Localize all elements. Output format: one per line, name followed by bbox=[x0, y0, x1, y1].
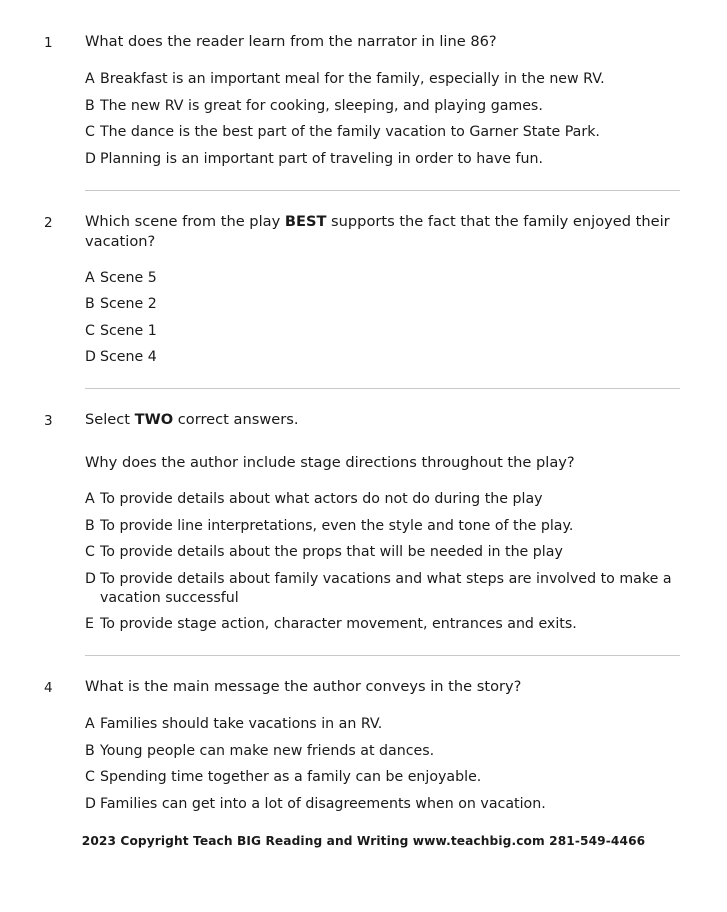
question-prompt-suffix: correct answers. bbox=[173, 411, 299, 428]
choice-letter: D bbox=[85, 570, 96, 587]
answer-choice[interactable] bbox=[85, 123, 683, 142]
choice-letter: A bbox=[85, 716, 95, 732]
question-prompt bbox=[85, 212, 670, 252]
answer-choice[interactable] bbox=[85, 70, 683, 89]
choice-letter: A bbox=[85, 71, 95, 87]
choice-letter: A bbox=[85, 269, 95, 286]
choice-letter: D bbox=[85, 150, 96, 167]
question-prompt bbox=[85, 410, 670, 430]
answer-choices bbox=[85, 269, 683, 368]
copyright-footer: 2023 Copyright Teach BIG Reading and Writing www.teachbig.com 281-549-4466 bbox=[81, 833, 646, 848]
answer-choice[interactable] bbox=[85, 150, 683, 169]
choice-text: Breakfast is an important meal for the family, especially in the new RV. bbox=[100, 71, 605, 87]
question-number: 2 bbox=[44, 214, 53, 231]
question-prompt bbox=[85, 677, 670, 697]
question-prompt-prefix: What is the main message the author conveys in the story? bbox=[85, 678, 522, 695]
choice-text: To provide details about family vacations and what steps are involved to make a vacation successful bbox=[100, 570, 672, 606]
question-block-1 bbox=[44, 32, 683, 169]
choice-text: The dance is the best part of the family vacation to Garner State Park. bbox=[100, 124, 600, 140]
answer-choice[interactable] bbox=[85, 517, 683, 536]
answer-choice[interactable] bbox=[85, 768, 683, 787]
answer-choices bbox=[85, 490, 683, 634]
answer-choice[interactable] bbox=[85, 543, 683, 562]
question-prompt-prefix: Which scene from the play bbox=[85, 212, 285, 230]
question-block-4 bbox=[44, 677, 683, 814]
question-row bbox=[44, 677, 683, 698]
answer-choice[interactable] bbox=[85, 615, 683, 634]
choice-letter: C bbox=[85, 769, 95, 785]
choice-letter: B bbox=[85, 296, 95, 312]
answer-choices bbox=[85, 715, 683, 814]
answer-choice[interactable] bbox=[85, 348, 683, 367]
answer-choice[interactable] bbox=[85, 322, 683, 341]
choice-letter: B bbox=[85, 517, 95, 534]
question-prompt bbox=[85, 32, 670, 52]
question-prompt-suffix: supports the fact that the family enjoyed their vacation? bbox=[85, 212, 670, 250]
choice-text: Families should take vacations in an RV. bbox=[100, 716, 383, 732]
question-block-3 bbox=[44, 410, 683, 634]
choice-letter: C bbox=[85, 544, 95, 560]
section-divider bbox=[85, 190, 680, 191]
choice-text: To provide line interpretations, even the style and tone of the play. bbox=[100, 517, 574, 534]
question-prompt-emphasis: BEST bbox=[284, 212, 327, 230]
choice-text: To provide details about what actors do not do during the play bbox=[100, 491, 543, 507]
choice-text: Spending time together as a family can be enjoyable. bbox=[100, 769, 482, 785]
choice-text: Scene 4 bbox=[100, 349, 157, 365]
choice-letter: A bbox=[85, 491, 95, 507]
answer-choices bbox=[85, 70, 683, 169]
question-sub-prompt: Why does the author include stage directions throughout the play? bbox=[85, 454, 575, 471]
answer-choice[interactable] bbox=[85, 795, 683, 814]
choice-letter: C bbox=[85, 322, 95, 339]
question-row bbox=[44, 410, 683, 431]
choice-text: Families can get into a lot of disagreements when on vacation. bbox=[100, 795, 546, 812]
answer-choice[interactable] bbox=[85, 715, 683, 734]
question-number: 3 bbox=[44, 413, 53, 429]
question-prompt-prefix: What does the reader learn from the narrator in line 86? bbox=[85, 33, 497, 50]
choice-text: To provide stage action, character movement, entrances and exits. bbox=[100, 616, 577, 632]
choice-text: Scene 2 bbox=[100, 296, 157, 312]
choice-letter: C bbox=[85, 124, 95, 140]
choice-letter: B bbox=[85, 742, 95, 759]
question-prompt-prefix: Select bbox=[85, 411, 135, 428]
choice-letter: D bbox=[85, 349, 96, 365]
choice-letter: E bbox=[85, 616, 94, 632]
answer-choice[interactable] bbox=[85, 490, 683, 509]
choice-letter: B bbox=[85, 97, 95, 114]
choice-text: The new RV is great for cooking, sleeping, and playing games. bbox=[100, 97, 543, 114]
answer-choice[interactable] bbox=[85, 570, 683, 608]
choice-text: Young people can make new friends at dances. bbox=[100, 742, 435, 759]
question-block-2 bbox=[44, 212, 683, 368]
answer-choice[interactable] bbox=[85, 742, 683, 761]
choice-text: To provide details about the props that will be needed in the play bbox=[100, 544, 563, 560]
section-divider bbox=[85, 655, 680, 656]
question-number: 1 bbox=[44, 35, 53, 51]
question-row bbox=[44, 32, 683, 53]
question-row bbox=[44, 212, 683, 252]
question-number: 4 bbox=[44, 680, 53, 696]
section-divider bbox=[85, 388, 680, 389]
choice-text: Planning is an important part of traveling in order to have fun. bbox=[100, 150, 544, 167]
answer-choice[interactable] bbox=[85, 269, 683, 288]
choice-text: Scene 5 bbox=[100, 269, 157, 286]
choice-letter: D bbox=[85, 795, 96, 812]
question-prompt-emphasis: TWO bbox=[134, 411, 174, 428]
answer-choice[interactable] bbox=[85, 97, 683, 116]
choice-text: Scene 1 bbox=[100, 322, 157, 339]
answer-choice[interactable] bbox=[85, 295, 683, 314]
